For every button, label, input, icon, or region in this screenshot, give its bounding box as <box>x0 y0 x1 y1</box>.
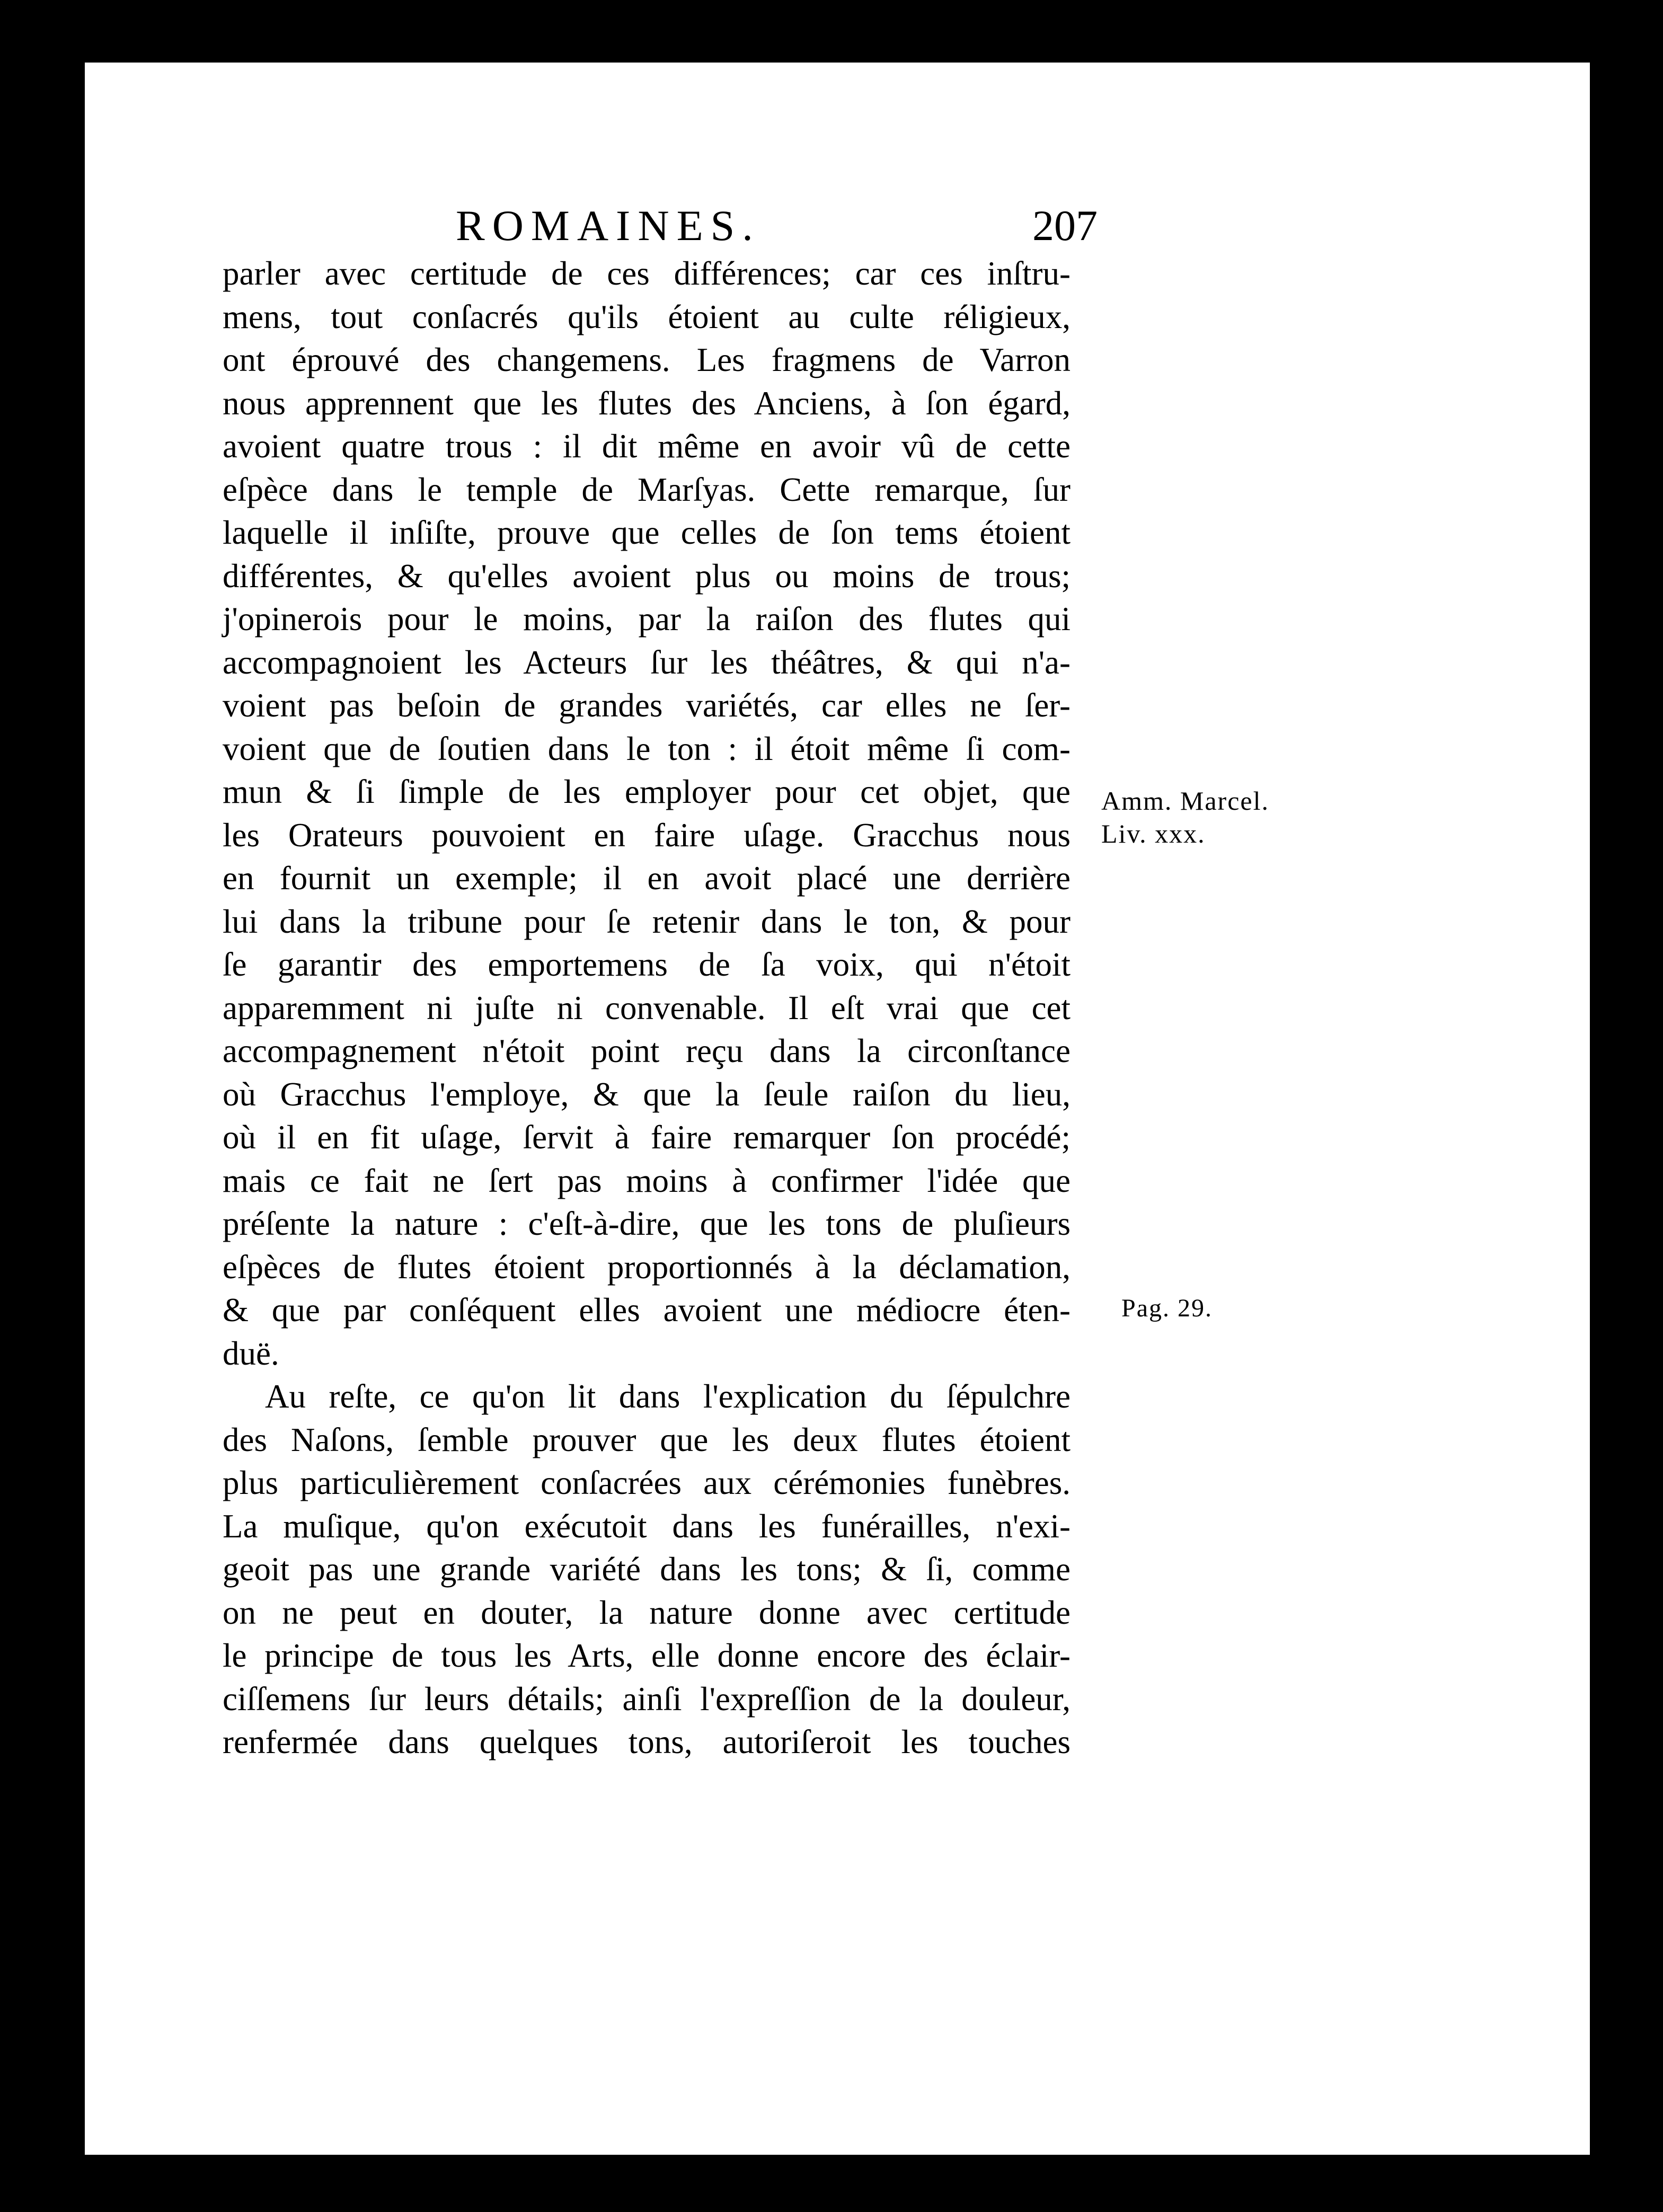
text-line: préſente la nature : c'eſt-à-dire, que les tons de pluſieurs <box>223 1205 1071 1242</box>
margin-note-line: Amm. Marcel. <box>1101 786 1269 816</box>
text-line: voient que de ſoutien dans le ton : il étoit même ſi com- <box>223 730 1071 767</box>
text-line: mun & ſi ſimple de les employer pour cet objet, que <box>223 773 1071 810</box>
text-line: les Orateurs pouvoient en faire uſage. Gracchus nous <box>223 816 1071 854</box>
text-line: où il en fit uſage, ſervit à faire remarquer ſon procédé; <box>223 1119 1071 1156</box>
text-line: duë. <box>223 1334 279 1372</box>
page-number: 207 <box>1032 201 1098 250</box>
paragraph-start-line: Au reſte, ce qu'on lit dans l'explication du ſépulchre <box>265 1378 1071 1415</box>
text-line: mens, tout conſacrés qu'ils étoient au culte réligieux, <box>223 298 1071 335</box>
margin-note-reference <box>1101 784 1269 850</box>
text-line: voient pas beſoin de grandes variétés, car elles ne ſer- <box>223 687 1071 724</box>
margin-note-page-ref: Pag. 29. <box>1121 1294 1213 1322</box>
text-line: eſpèce dans le temple de Marſyas. Cette remarque, ſur <box>223 471 1071 508</box>
text-line: & que par conſéquent elles avoient une médiocre éten- <box>223 1291 1071 1329</box>
text-line: accompagnoient les Acteurs ſur les théâtres, & qui n'a- <box>223 643 1071 681</box>
text-line: on ne peut en douter, la nature donne avec certitude <box>223 1594 1071 1631</box>
text-line: avoient quatre trous : il dit même en avoir vû de cette <box>223 428 1071 465</box>
text-line: plus particulièrement conſacrées aux cérémonies funèbres. <box>223 1464 1071 1501</box>
body-text <box>223 252 1071 1764</box>
text-line: j'opinerois pour le moins, par la raiſon des flutes qui <box>223 600 1071 638</box>
text-line: ciſſemens ſur leurs détails; ainſi l'expreſſion de la douleur, <box>223 1680 1071 1718</box>
running-head: ROMAINES. <box>456 201 760 250</box>
text-line: La muſique, qu'on exécutoit dans les funérailles, n'exi- <box>223 1507 1071 1545</box>
text-line: mais ce fait ne ſert pas moins à confirmer l'idée que <box>223 1162 1071 1199</box>
page-header <box>85 199 1590 252</box>
text-line: geoit pas une grande variété dans les tons; & ſi, comme <box>223 1551 1071 1588</box>
text-line: nous apprennent que les flutes des Anciens, à ſon égard, <box>223 384 1071 422</box>
text-line: renfermée dans quelques tons, autoriſeroit les touches <box>223 1723 1071 1760</box>
text-line: accompagnement n'étoit point reçu dans la circonſtance <box>223 1032 1071 1069</box>
text-line: parler avec certitude de ces différences; car ces inſtru- <box>223 255 1071 292</box>
text-line: laquelle il inſiſte, prouve que celles de ſon tems étoient <box>223 514 1071 551</box>
text-line: où Gracchus l'employe, & que la ſeule raiſon du lieu, <box>223 1075 1071 1113</box>
text-line: en fournit un exemple; il en avoit placé une derrière <box>223 860 1071 897</box>
margin-note-line: Liv. xxx. <box>1101 819 1206 848</box>
text-line: apparemment ni juſte ni convenable. Il eſt vrai que cet <box>223 989 1071 1027</box>
text-line: différentes, & qu'elles avoient plus ou moins de trous; <box>223 557 1071 595</box>
text-line: eſpèces de flutes étoient proportionnés à la déclamation, <box>223 1248 1071 1286</box>
text-line: ont éprouvé des changemens. Les fragmens de Varron <box>223 341 1071 378</box>
text-line: ſe garantir des emportemens de ſa voix, qui n'étoit <box>223 946 1071 983</box>
book-page <box>85 63 1590 2155</box>
text-line: lui dans la tribune pour ſe retenir dans le ton, & pour <box>223 903 1071 940</box>
text-line: des Naſons, ſemble prouver que les deux flutes étoient <box>223 1421 1071 1458</box>
text-line: le principe de tous les Arts, elle donne encore des éclair- <box>223 1637 1071 1674</box>
